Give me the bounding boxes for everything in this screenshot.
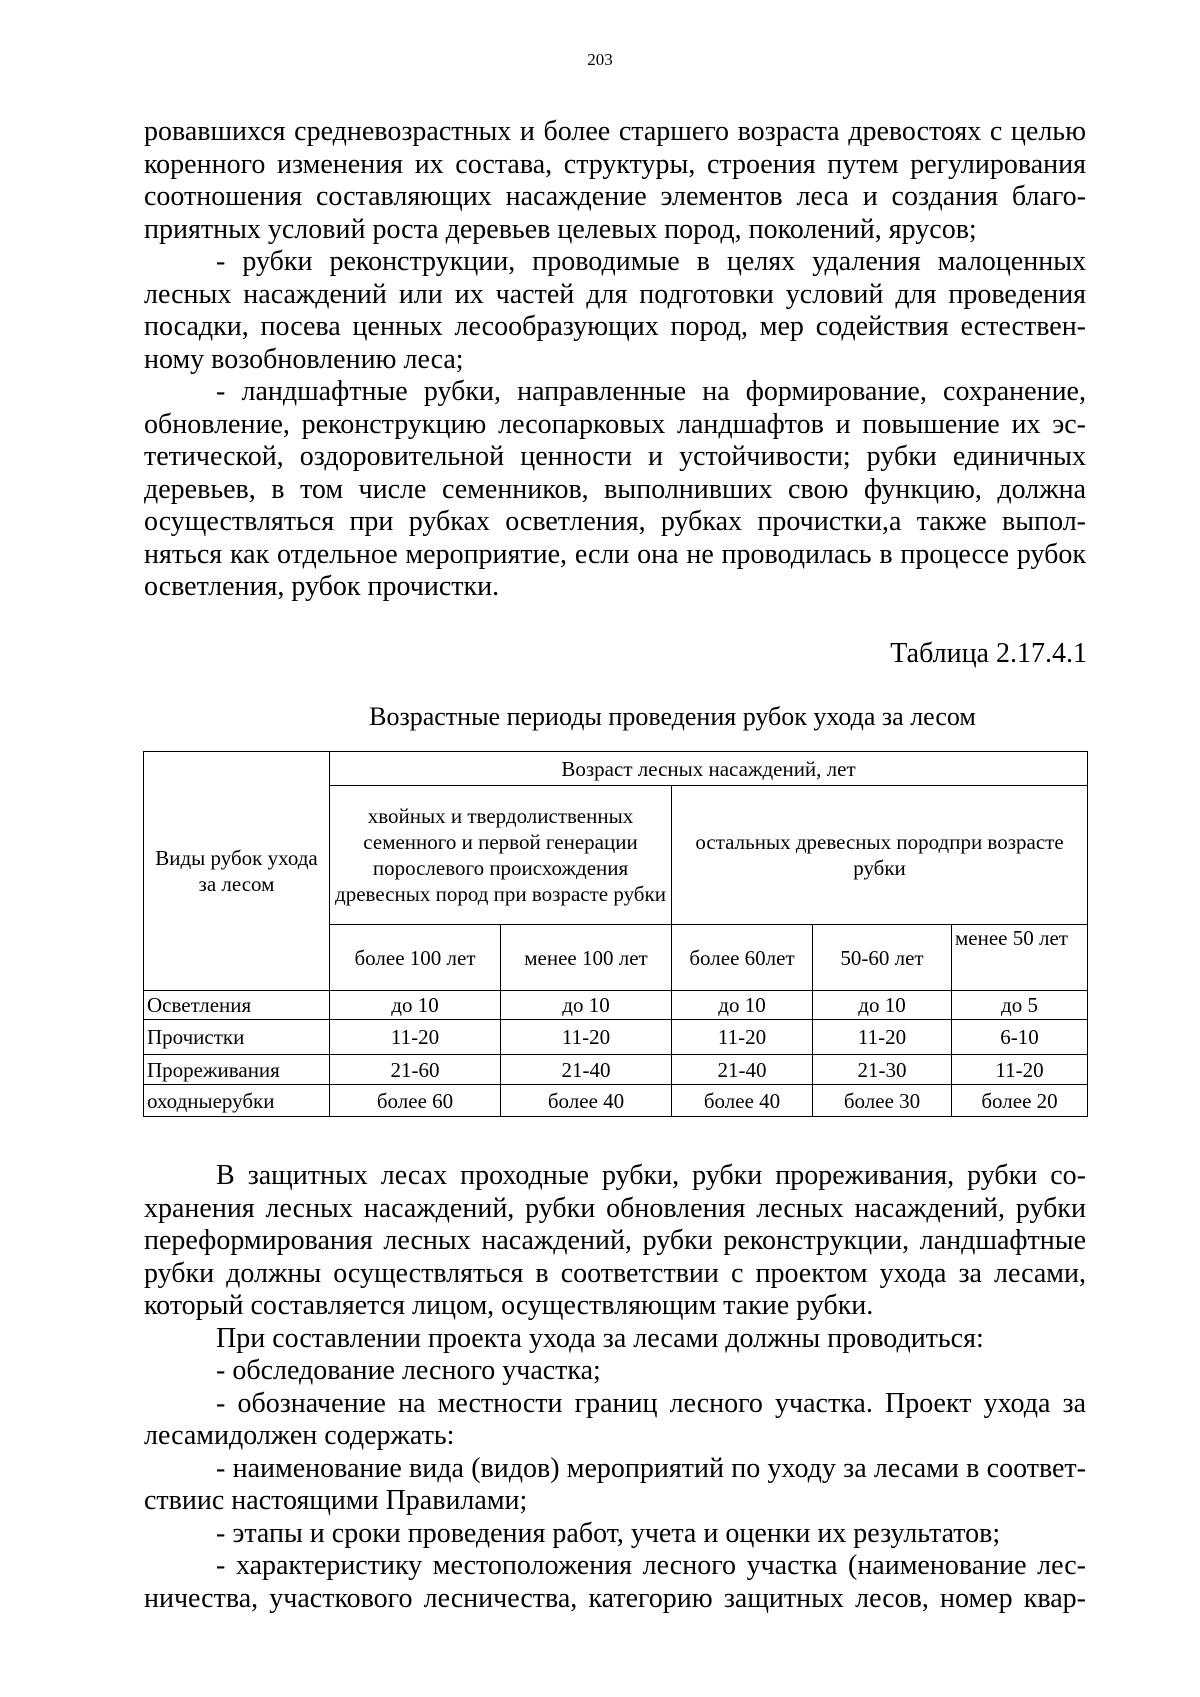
text-line: рубки должны осуществляться в соответствии с проектом ухода за лесами, [144, 1257, 1086, 1289]
table-cell: более 30 [813, 1085, 952, 1117]
text-line: осуществляться при рубках осветления, рубках прочистки,а также выпол- [144, 506, 1086, 537]
table-cell: более 60 [330, 1085, 501, 1117]
table-row [144, 991, 1088, 1020]
text-line: - обследование лесного участка; [216, 1355, 601, 1386]
text-line: ному возобновлению леса; [144, 343, 464, 375]
table-cell: 6-10 [952, 1020, 1088, 1055]
table-cell: до 10 [330, 991, 501, 1020]
top-text [144, 116, 1086, 604]
text-line: хранения лесных насаждений, рубки обновления лесных насаждений, рубки [144, 1192, 1086, 1224]
page-number: 203 [587, 50, 613, 69]
text-line: который составляется лицом, осуществляющим такие рубки. [144, 1290, 874, 1321]
text-line: тетической, оздоровительной ценности и устойчивости; рубки единичных [144, 441, 1086, 472]
table-cell: 11-20 [813, 1020, 952, 1055]
subheader-cell: менее 100 лет [501, 925, 672, 991]
table-cell: 11-20 [330, 1020, 501, 1055]
row-label: оходныерубки [144, 1085, 330, 1117]
header-group-other: остальных древесных породпри возрасте рубки [672, 786, 1088, 925]
table-cell: 21-30 [813, 1055, 952, 1085]
table-row [144, 1085, 1088, 1117]
subheader-cell: более 100 лет [330, 925, 501, 991]
text-line: переформирования лесных насаждений, рубки реконструкции, ландшафтные [144, 1225, 1086, 1256]
table-cell: до 10 [501, 991, 672, 1020]
table-cell: до 10 [813, 991, 952, 1020]
text-line: - этапы и сроки проведения работ, учета и оценки их результатов; [216, 1517, 1001, 1549]
table-cell: до 10 [672, 991, 813, 1020]
row-label: Прочистки [144, 1020, 330, 1055]
text-line: - обозначение на местности границ лесного участка. Проект ухода за [216, 1387, 1086, 1419]
table-cell: более 40 [501, 1085, 672, 1117]
table-cell: 11-20 [501, 1020, 672, 1055]
text-line: - рубки реконструкции, проводимые в целях удаления малоценных [216, 246, 1086, 277]
text-line: обновление, реконструкцию лесопарковых ландшафтов и повышение их эс- [144, 408, 1086, 440]
text-line: ровавшихся средневозрастных и более старшего возраста древостоях с целью [144, 116, 1086, 147]
table-title: Возрастные периоды проведения рубок ухода за лесом [369, 702, 976, 731]
table-cell: 11-20 [952, 1055, 1088, 1085]
table-row [144, 1055, 1088, 1085]
header-group-conifer: хвойных и твердолиственных семенного и первой генерации порослевого происхождения древесных пород при возрасте рубки [330, 786, 672, 925]
text-line: осветления, рубок прочистки. [144, 571, 500, 602]
header-cutting-types: Виды рубок ухода за лесом [144, 752, 330, 991]
text-line: приятных условий роста деревьев целевых пород, поколений, ярусов; [144, 213, 977, 245]
age-periods-table [143, 751, 1088, 1117]
row-label: Осветления [144, 991, 330, 1020]
text-line: При составлении проекта ухода за лесами должны проводиться: [216, 1322, 984, 1354]
table-label: Таблица 2.17.4.1 [890, 638, 1087, 669]
text-line: лесамидолжен содержать: [144, 1420, 455, 1451]
text-line: деревьев, в том числе семенников, выполнивших свою функцию, должна [144, 473, 1086, 505]
table-cell: до 5 [952, 991, 1088, 1020]
table-cell: 21-40 [501, 1055, 672, 1085]
bottom-text [144, 1160, 1086, 1615]
text-line: посадки, посева ценных лесообразующих пород, мер содействия естествен- [144, 311, 1086, 342]
text-line: - характеристику местоположения лесного участка (наименование лес- [216, 1550, 1086, 1581]
header-age: Возраст лесных насаждений, лет [330, 752, 1088, 786]
table-row [144, 1020, 1088, 1055]
text-line: соотношения составляющих насаждение элементов леса и создания благо- [144, 181, 1086, 212]
row-label: Прореживания [144, 1055, 330, 1085]
text-line: ничества, участкового лесничества, категорию защитных лесов, номер квар- [144, 1582, 1086, 1614]
text-line: коренного изменения их состава, структуры, строения путем регулирования [144, 148, 1086, 180]
text-line: В защитных лесах проходные рубки, рубки прореживания, рубки со- [216, 1160, 1086, 1191]
table-cell: более 40 [672, 1085, 813, 1117]
table-cell: более 20 [952, 1085, 1088, 1117]
text-line: лесных насаждений или их частей для подготовки условий для проведения [144, 278, 1086, 310]
subheader-cell: более 60лет [672, 925, 813, 991]
text-line: - наименование вида (видов) мероприятий по уходу за лесами в соответ- [216, 1452, 1086, 1484]
text-line: ствиис настоящими Правилами; [144, 1485, 528, 1516]
table-cell: 11-20 [672, 1020, 813, 1055]
subheader-cell: менее 50 лет [952, 925, 1088, 991]
subheader-cell: 50-60 лет [813, 925, 952, 991]
table-cell: 21-60 [330, 1055, 501, 1085]
text-line: няться как отдельное мероприятие, если она не проводилась в процессе рубок [144, 538, 1086, 570]
table-cell: 21-40 [672, 1055, 813, 1085]
text-line: - ландшафтные рубки, направленные на формирование, сохранение, [216, 376, 1086, 407]
